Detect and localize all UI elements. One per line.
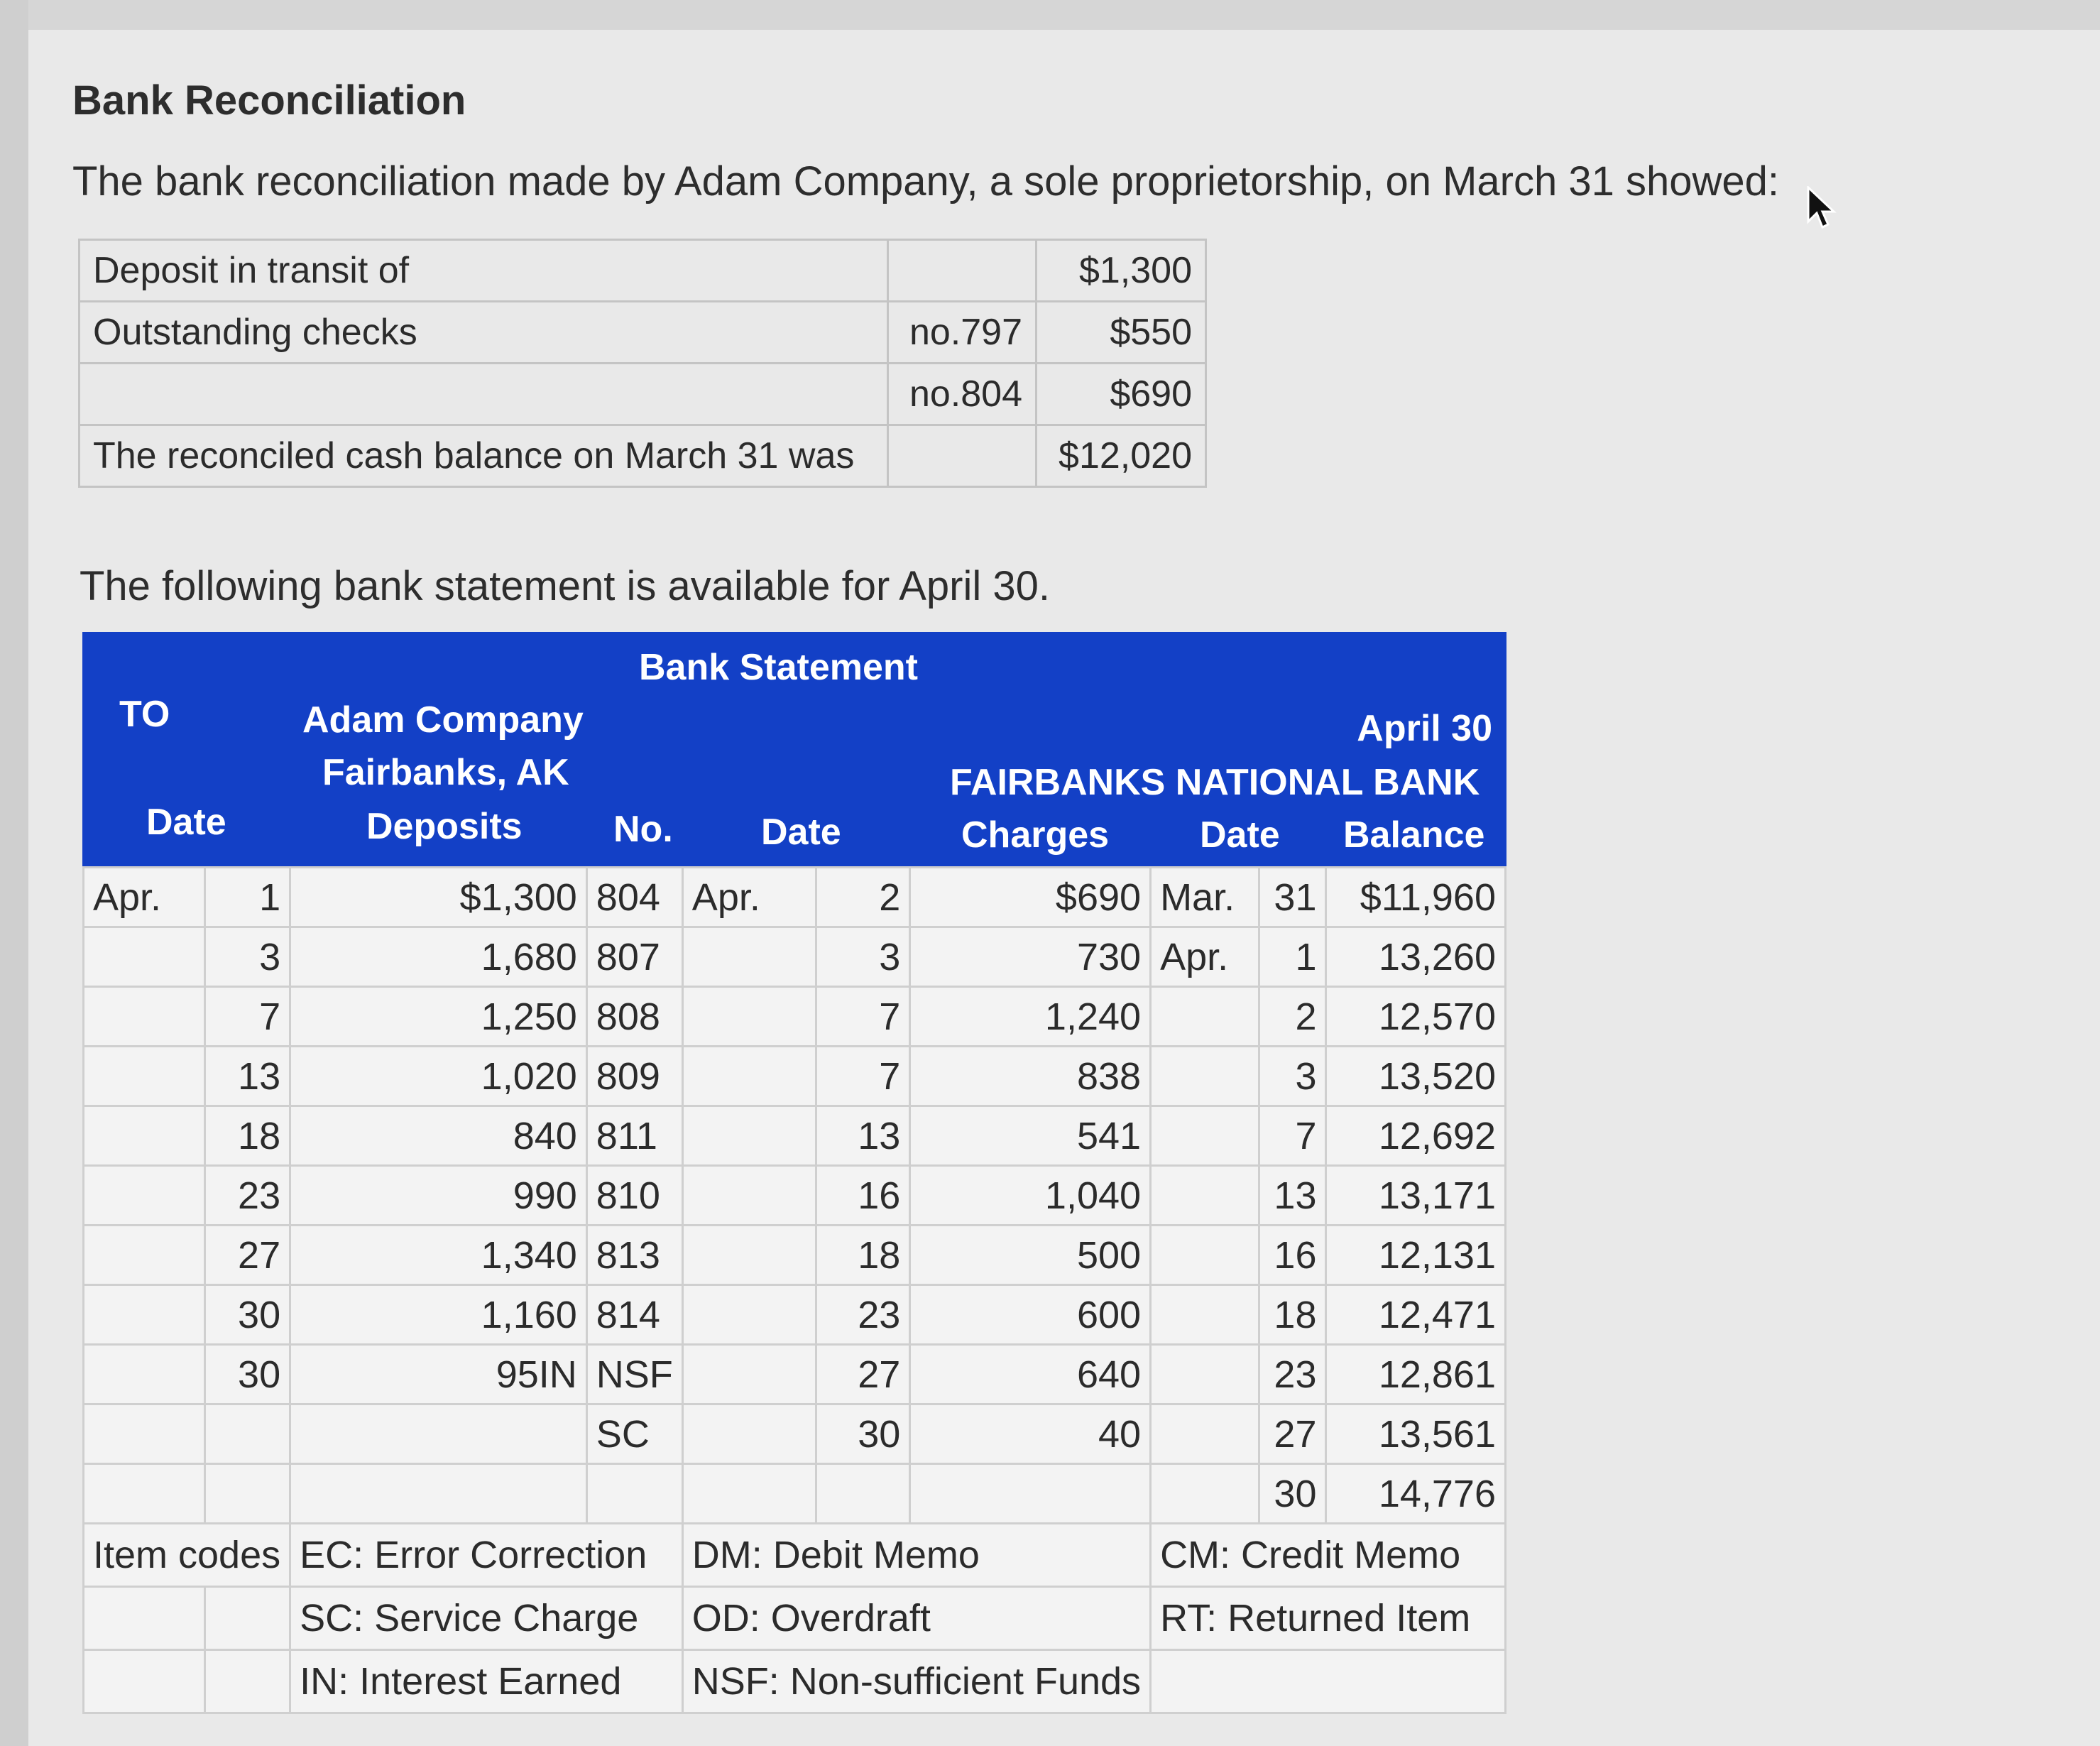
statement-month bbox=[84, 1464, 205, 1524]
col-balance: Balance bbox=[1343, 814, 1485, 856]
statement-day bbox=[204, 1464, 290, 1524]
charge-day: 7 bbox=[816, 987, 910, 1047]
balance-day: 31 bbox=[1259, 868, 1326, 927]
charge-amount: 640 bbox=[910, 1345, 1151, 1404]
check-number: 811 bbox=[586, 1106, 682, 1166]
charge-month bbox=[682, 1464, 816, 1524]
code-cell: CM: Credit Memo bbox=[1151, 1524, 1506, 1587]
company-location: Fairbanks, AK bbox=[322, 752, 569, 793]
charge-amount: 838 bbox=[910, 1047, 1151, 1106]
balance-amount: 12,471 bbox=[1326, 1285, 1506, 1345]
balance-month bbox=[1151, 1345, 1259, 1404]
statement-table bbox=[82, 866, 1506, 1714]
balance-day: 13 bbox=[1259, 1166, 1326, 1226]
table-row bbox=[84, 1587, 1506, 1650]
charge-day: 16 bbox=[816, 1166, 910, 1226]
balance-day: 18 bbox=[1259, 1285, 1326, 1345]
balance-amount: 13,171 bbox=[1326, 1166, 1506, 1226]
statement-day: 3 bbox=[204, 927, 290, 987]
charge-month bbox=[682, 1345, 816, 1404]
balance-amount: 13,561 bbox=[1326, 1404, 1506, 1464]
table-row bbox=[84, 1106, 1506, 1166]
deposit-amount: 840 bbox=[290, 1106, 587, 1166]
statement-day: 18 bbox=[204, 1106, 290, 1166]
check-number: NSF bbox=[586, 1345, 682, 1404]
charge-amount: 541 bbox=[910, 1106, 1151, 1166]
charge-day: 7 bbox=[816, 1047, 910, 1106]
charge-amount: 730 bbox=[910, 927, 1151, 987]
code-cell: RT: Returned Item bbox=[1151, 1587, 1506, 1650]
table-row bbox=[84, 1404, 1506, 1464]
balance-amount: 12,131 bbox=[1326, 1226, 1506, 1285]
balance-day: 16 bbox=[1259, 1226, 1326, 1285]
page-title: Bank Reconciliation bbox=[72, 77, 466, 124]
charge-day: 18 bbox=[816, 1226, 910, 1285]
blank-cell bbox=[204, 1587, 290, 1650]
balance-amount: 12,861 bbox=[1326, 1345, 1506, 1404]
recon-amount: $690 bbox=[1037, 364, 1206, 425]
company-name: Adam Company bbox=[302, 699, 584, 741]
table-row bbox=[84, 1464, 1506, 1524]
balance-day: 2 bbox=[1259, 987, 1326, 1047]
table-row bbox=[80, 425, 1206, 487]
charge-month bbox=[682, 987, 816, 1047]
table-row bbox=[84, 1226, 1506, 1285]
code-cell: DM: Debit Memo bbox=[682, 1524, 1150, 1587]
statement-month bbox=[84, 1404, 205, 1464]
table-row bbox=[84, 1650, 1506, 1713]
col-date: Date bbox=[146, 802, 226, 843]
blank-cell bbox=[84, 1650, 205, 1713]
charge-month bbox=[682, 1166, 816, 1226]
table-row bbox=[84, 1047, 1506, 1106]
table-row bbox=[84, 1345, 1506, 1404]
balance-amount: 12,692 bbox=[1326, 1106, 1506, 1166]
charge-amount: $690 bbox=[910, 868, 1151, 927]
charge-day: 30 bbox=[816, 1404, 910, 1464]
statement-day bbox=[204, 1404, 290, 1464]
reconciliation-table bbox=[78, 239, 1207, 488]
statement-title: Bank Statement bbox=[639, 647, 918, 688]
charge-amount: 1,040 bbox=[910, 1166, 1151, 1226]
statement-intro-text: The following bank statement is available for April 30. bbox=[80, 563, 1050, 609]
balance-amount: $11,960 bbox=[1326, 868, 1506, 927]
deposit-amount: 1,020 bbox=[290, 1047, 587, 1106]
balance-day: 30 bbox=[1259, 1464, 1326, 1524]
recon-label: Outstanding checks bbox=[80, 302, 888, 364]
statement-day: 30 bbox=[204, 1345, 290, 1404]
check-number: SC bbox=[586, 1404, 682, 1464]
recon-ref: no.797 bbox=[888, 302, 1037, 364]
statement-month bbox=[84, 1345, 205, 1404]
statement-day: 7 bbox=[204, 987, 290, 1047]
charge-day bbox=[816, 1464, 910, 1524]
recon-label bbox=[80, 364, 888, 425]
table-row bbox=[84, 927, 1506, 987]
balance-day: 23 bbox=[1259, 1345, 1326, 1404]
table-row bbox=[84, 1166, 1506, 1226]
balance-day: 1 bbox=[1259, 927, 1326, 987]
col-no: No. bbox=[613, 809, 673, 850]
deposit-amount: 1,160 bbox=[290, 1285, 587, 1345]
balance-month: Mar. bbox=[1151, 868, 1259, 927]
col-date-2: Date bbox=[761, 812, 841, 853]
balance-month bbox=[1151, 1285, 1259, 1345]
charge-amount: 40 bbox=[910, 1404, 1151, 1464]
statement-month: Apr. bbox=[84, 868, 205, 927]
recon-ref: no.804 bbox=[888, 364, 1037, 425]
deposit-amount: $1,300 bbox=[290, 868, 587, 927]
blank-cell bbox=[84, 1587, 205, 1650]
statement-month bbox=[84, 1166, 205, 1226]
balance-amount: 13,520 bbox=[1326, 1047, 1506, 1106]
code-cell: NSF: Non-sufficient Funds bbox=[682, 1650, 1150, 1713]
deposit-amount: 1,250 bbox=[290, 987, 587, 1047]
code-cell: SC: Service Charge bbox=[290, 1587, 683, 1650]
table-row bbox=[80, 364, 1206, 425]
statement-header bbox=[82, 632, 1506, 866]
code-cell: IN: Interest Earned bbox=[290, 1650, 683, 1713]
charge-month bbox=[682, 1285, 816, 1345]
balance-amount: 12,570 bbox=[1326, 987, 1506, 1047]
charge-month bbox=[682, 1047, 816, 1106]
table-row bbox=[80, 302, 1206, 364]
table-row bbox=[84, 868, 1506, 927]
bank-statement bbox=[82, 632, 1506, 1714]
balance-month bbox=[1151, 1106, 1259, 1166]
balance-month bbox=[1151, 1464, 1259, 1524]
balance-month bbox=[1151, 1404, 1259, 1464]
col-deposits: Deposits bbox=[366, 806, 523, 847]
balance-month bbox=[1151, 987, 1259, 1047]
mouse-pointer-icon bbox=[1807, 186, 1837, 231]
item-codes-label: Item codes bbox=[84, 1524, 290, 1587]
statement-month bbox=[84, 987, 205, 1047]
balance-day: 27 bbox=[1259, 1404, 1326, 1464]
balance-day: 7 bbox=[1259, 1106, 1326, 1166]
recon-ref bbox=[888, 425, 1037, 487]
charge-amount: 600 bbox=[910, 1285, 1151, 1345]
charge-day: 27 bbox=[816, 1345, 910, 1404]
table-row bbox=[84, 987, 1506, 1047]
check-number: 814 bbox=[586, 1285, 682, 1345]
statement-month bbox=[84, 927, 205, 987]
charge-day: 2 bbox=[816, 868, 910, 927]
charge-day: 13 bbox=[816, 1106, 910, 1166]
table-row bbox=[84, 1524, 1506, 1587]
statement-day: 13 bbox=[204, 1047, 290, 1106]
balance-month: Apr. bbox=[1151, 927, 1259, 987]
balance-day: 3 bbox=[1259, 1047, 1326, 1106]
recon-ref bbox=[888, 240, 1037, 302]
charge-amount: 1,240 bbox=[910, 987, 1151, 1047]
col-date-3: Date bbox=[1200, 814, 1280, 856]
charge-day: 3 bbox=[816, 927, 910, 987]
balance-month bbox=[1151, 1226, 1259, 1285]
statement-month bbox=[84, 1226, 205, 1285]
deposit-amount: 95IN bbox=[290, 1345, 587, 1404]
check-number: 813 bbox=[586, 1226, 682, 1285]
deposit-amount: 1,340 bbox=[290, 1226, 587, 1285]
charge-month: Apr. bbox=[682, 868, 816, 927]
charge-day: 23 bbox=[816, 1285, 910, 1345]
charge-month bbox=[682, 927, 816, 987]
statement-day: 1 bbox=[204, 868, 290, 927]
statement-date: April 30 bbox=[1357, 708, 1492, 749]
balance-amount: 14,776 bbox=[1326, 1464, 1506, 1524]
check-number: 808 bbox=[586, 987, 682, 1047]
blank-cell bbox=[204, 1650, 290, 1713]
deposit-amount: 1,680 bbox=[290, 927, 587, 987]
charge-amount: 500 bbox=[910, 1226, 1151, 1285]
code-cell bbox=[1151, 1650, 1506, 1713]
to-label: TO bbox=[119, 694, 170, 735]
recon-amount: $550 bbox=[1037, 302, 1206, 364]
deposit-amount bbox=[290, 1404, 587, 1464]
statement-month bbox=[84, 1285, 205, 1345]
code-cell: EC: Error Correction bbox=[290, 1524, 683, 1587]
statement-day: 27 bbox=[204, 1226, 290, 1285]
statement-month bbox=[84, 1106, 205, 1166]
table-row bbox=[84, 1285, 1506, 1345]
statement-day: 30 bbox=[204, 1285, 290, 1345]
deposit-amount: 990 bbox=[290, 1166, 587, 1226]
recon-label: The reconciled cash balance on March 31 was bbox=[80, 425, 888, 487]
charge-month bbox=[682, 1106, 816, 1166]
charge-amount bbox=[910, 1464, 1151, 1524]
charge-month bbox=[682, 1404, 816, 1464]
top-bar bbox=[0, 0, 2100, 30]
check-number: 810 bbox=[586, 1166, 682, 1226]
statement-day: 23 bbox=[204, 1166, 290, 1226]
recon-amount: $12,020 bbox=[1037, 425, 1206, 487]
table-row bbox=[80, 240, 1206, 302]
recon-label: Deposit in transit of bbox=[80, 240, 888, 302]
intro-text: The bank reconciliation made by Adam Company, a sole proprietorship, on March 31 showed: bbox=[72, 158, 1779, 204]
charge-month bbox=[682, 1226, 816, 1285]
col-charges: Charges bbox=[961, 814, 1110, 856]
recon-amount: $1,300 bbox=[1037, 240, 1206, 302]
check-number: 807 bbox=[586, 927, 682, 987]
deposit-amount bbox=[290, 1464, 587, 1524]
balance-month bbox=[1151, 1166, 1259, 1226]
balance-month bbox=[1151, 1047, 1259, 1106]
bank-name: FAIRBANKS NATIONAL BANK bbox=[950, 762, 1480, 803]
check-number: 804 bbox=[586, 868, 682, 927]
code-cell: OD: Overdraft bbox=[682, 1587, 1150, 1650]
balance-amount: 13,260 bbox=[1326, 927, 1506, 987]
window-edge bbox=[0, 0, 28, 1746]
check-number bbox=[586, 1464, 682, 1524]
check-number: 809 bbox=[586, 1047, 682, 1106]
statement-month bbox=[84, 1047, 205, 1106]
